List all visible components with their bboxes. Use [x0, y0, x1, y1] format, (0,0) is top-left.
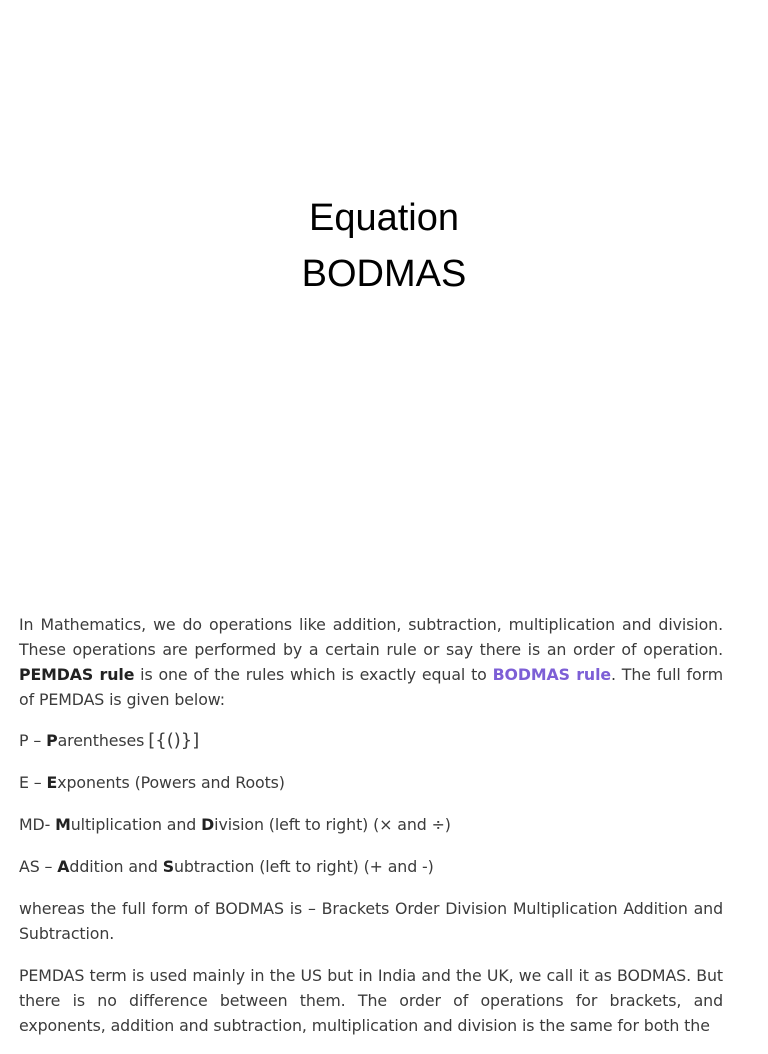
rule-parentheses — [19, 728, 723, 753]
intro-text-2: is one of the rules which is exactly equal to — [134, 665, 493, 684]
intro-paragraph — [19, 612, 723, 712]
rule-as-letter-a: A — [57, 857, 70, 876]
slide-title — [0, 190, 768, 302]
intro-text-3: . The full form of PEMDAS is given below: — [19, 665, 723, 709]
bodmas-rule-link[interactable]: BODMAS rule — [492, 665, 612, 684]
rule-md-prefix: MD- — [19, 815, 56, 834]
title-line-equation: Equation — [308, 197, 459, 239]
rule-md-letter-m: M — [55, 815, 71, 834]
rule-p-letter: P — [46, 731, 58, 750]
rule-as-rest-1: ddition and — [69, 857, 163, 876]
rule-exponents — [19, 770, 723, 795]
rule-md-letter-d: D — [201, 815, 215, 834]
intro-text-1: In Mathematics, we do operations like addition, subtraction, multiplication and division. These operations are performed by a certain rule or say there is an order of operation. — [19, 615, 723, 659]
closing-paragraph: PEMDAS term is used mainly in the US but in India and the UK, we call it as BODMAS. But there is no difference between them. The order of operations for brackets, and exponents, addition and subtraction, multiplication and division is the same for both the — [19, 966, 723, 1035]
rule-e-letter: E — [46, 773, 58, 792]
rule-p-rest: arentheses — [57, 731, 145, 750]
bodmas-full-form-paragraph: whereas the full form of BODMAS is – Brackets Order Division Multiplication Addition and Subtraction. — [19, 899, 723, 943]
rule-p-prefix: P – — [19, 731, 47, 750]
content-body — [19, 612, 723, 1054]
rule-as-prefix: AS – — [19, 857, 58, 876]
rule-e-rest: xponents (Powers and Roots) — [57, 773, 285, 792]
title-line-bodmas: BODMAS — [301, 253, 467, 295]
rule-p-symbols: [{()}] — [148, 730, 200, 751]
rule-md-rest-2: ivision (left to right) (× and ÷) — [214, 815, 451, 834]
rule-md-rest-1: ultiplication and — [70, 815, 202, 834]
rule-e-prefix: E – — [19, 773, 47, 792]
rule-as-rest-2: ubtraction (left to right) (+ and -) — [173, 857, 434, 876]
pemdas-rule-text: PEMDAS rule — [19, 665, 135, 684]
rule-addition-subtraction — [19, 854, 723, 879]
rule-as-letter-s: S — [162, 857, 174, 876]
rule-multiplication-division — [19, 812, 723, 837]
